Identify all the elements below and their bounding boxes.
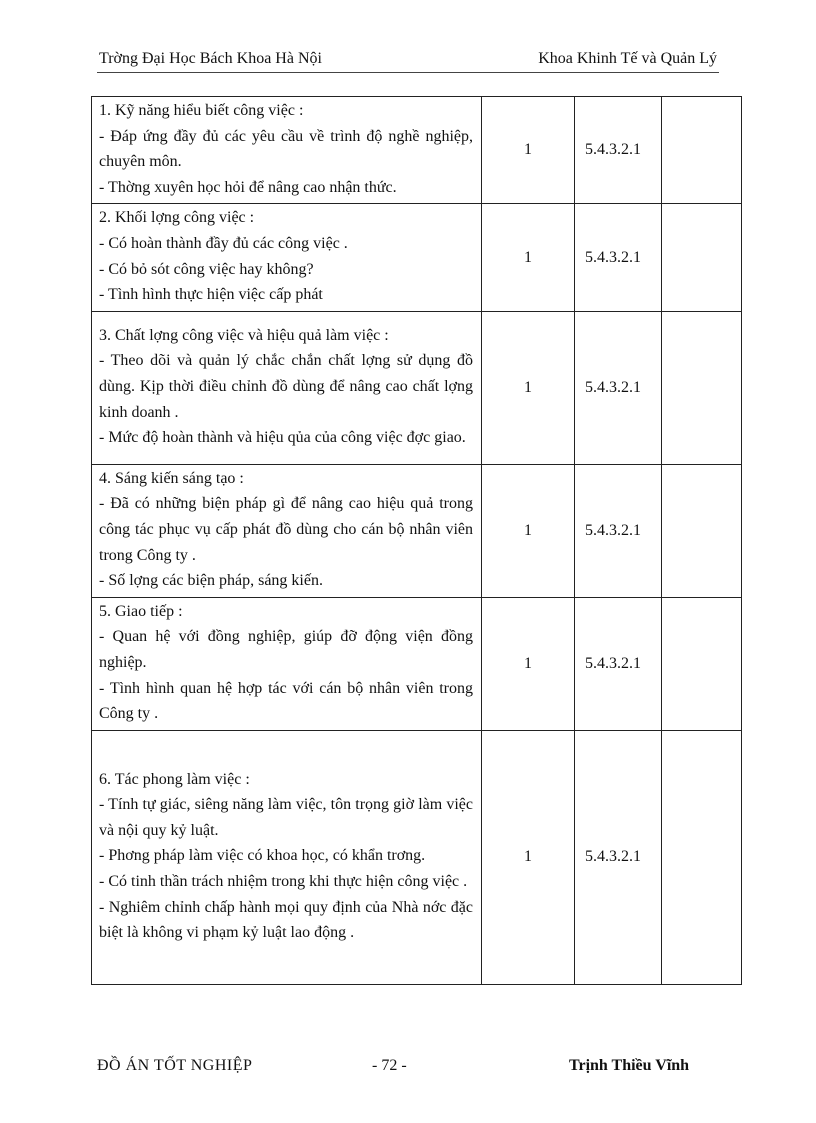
criterion-code: 5.4.3.2.1 (575, 204, 662, 311)
criterion-code: 5.4.3.2.1 (575, 97, 662, 204)
criterion-line: - Đã có những biện pháp gì để nâng cao hiệu quả trong công tác phục vụ cấp phát đồ dùng cho cán bộ nhân viên trong Công ty . (99, 495, 473, 564)
criterion-line: 4. Sáng kiến sáng tạo : (99, 469, 244, 487)
criterion-line: - Mức độ hoàn thành và hiệu qủa của công việc đợc giao. (99, 429, 466, 447)
criterion-line: - Đáp ứng đầy đủ các yêu cầu về trình độ nghề nghiệp, chuyên môn. (99, 127, 473, 171)
criterion-line: - Thờng xuyên học hỏi để nâng cao nhận thức. (99, 178, 397, 196)
criterion-line: 1. Kỹ năng hiểu biết công việc : (99, 102, 304, 119)
criterion-line: - Số lợng các biện pháp, sáng kiến. (99, 572, 323, 590)
criterion-line: - Nghiêm chỉnh chấp hành mọi quy định của Nhà nớc đặc biệt là không vi phạm kỷ luật lao động . (99, 898, 473, 942)
criterion-line: 3. Chất lợng công việc và hiệu quả làm việc : (99, 326, 389, 344)
header-school-name: Trờng Đại Học Bách Khoa Hà Nội (99, 50, 322, 67)
criterion-score: 1 (482, 730, 575, 984)
table-row (92, 597, 742, 730)
criterion-note (662, 204, 742, 311)
criterion-note (662, 597, 742, 730)
criterion-code: 5.4.3.2.1 (575, 597, 662, 730)
criterion-line: 6. Tác phong làm việc : (99, 770, 250, 788)
criterion-line: - Có bỏ sót công việc hay không? (99, 260, 314, 278)
criterion-note (662, 730, 742, 984)
criterion-line: - Có tinh thần trách nhiệm trong khi thực hiện công việc . (99, 872, 468, 890)
criterion-line: - Tình hình quan hệ hợp tác với cán bộ nhân viên trong Công ty . (99, 679, 473, 723)
criterion-note (662, 464, 742, 597)
header-faculty-name: Khoa Khinh Tế và Quản Lý (538, 50, 717, 67)
table-row (92, 464, 742, 597)
criterion-note (662, 311, 742, 464)
criterion-line: 5. Giao tiếp : (99, 602, 183, 620)
criterion-score: 1 (482, 204, 575, 311)
footer-document-title: ĐỒ ÁN TỐT NGHIỆP (97, 1057, 253, 1074)
evaluation-criteria-table (91, 96, 742, 985)
criterion-description (92, 204, 482, 311)
table-row (92, 204, 742, 311)
criterion-description (92, 464, 482, 597)
criterion-line: - Phơng pháp làm việc có khoa học, có khẩn trơng. (99, 847, 426, 865)
criterion-note (662, 97, 742, 204)
criterion-score: 1 (482, 464, 575, 597)
criterion-description (92, 311, 482, 464)
criterion-code: 5.4.3.2.1 (575, 311, 662, 464)
footer-author: Trịnh Thiều Vĩnh (569, 1057, 690, 1074)
page-header (97, 48, 719, 73)
criterion-score: 1 (482, 97, 575, 204)
criterion-code: 5.4.3.2.1 (575, 730, 662, 984)
criterion-description (92, 97, 482, 204)
table-row (92, 730, 742, 984)
criterion-line: - Tính tự giác, siêng năng làm việc, tôn trọng giờ làm việc và nội quy kỷ luật. (99, 796, 473, 839)
criterion-line: - Có hoàn thành đầy đủ các công việc . (99, 234, 348, 252)
criterion-line: 2. Khối lợng công việc : (99, 209, 255, 227)
criterion-code: 5.4.3.2.1 (575, 464, 662, 597)
table-row (92, 311, 742, 464)
table-row (92, 97, 742, 204)
criterion-line: - Quan hệ với đồng nghiệp, giúp đỡ động viện đồng nghiệp. (99, 628, 473, 671)
page-number: - 72 - (372, 1057, 407, 1074)
criterion-score: 1 (482, 597, 575, 730)
criterion-description (92, 730, 482, 984)
criterion-line: - Theo dõi và quản lý chắc chắn chất lợng sử dụng đồ dùng. Kịp thời điều chỉnh đồ dùng để nâng cao chất lợng kinh doanh . (99, 352, 473, 421)
criterion-description (92, 597, 482, 730)
criterion-score: 1 (482, 311, 575, 464)
criterion-line: - Tình hình thực hiện việc cấp phát (99, 286, 323, 304)
